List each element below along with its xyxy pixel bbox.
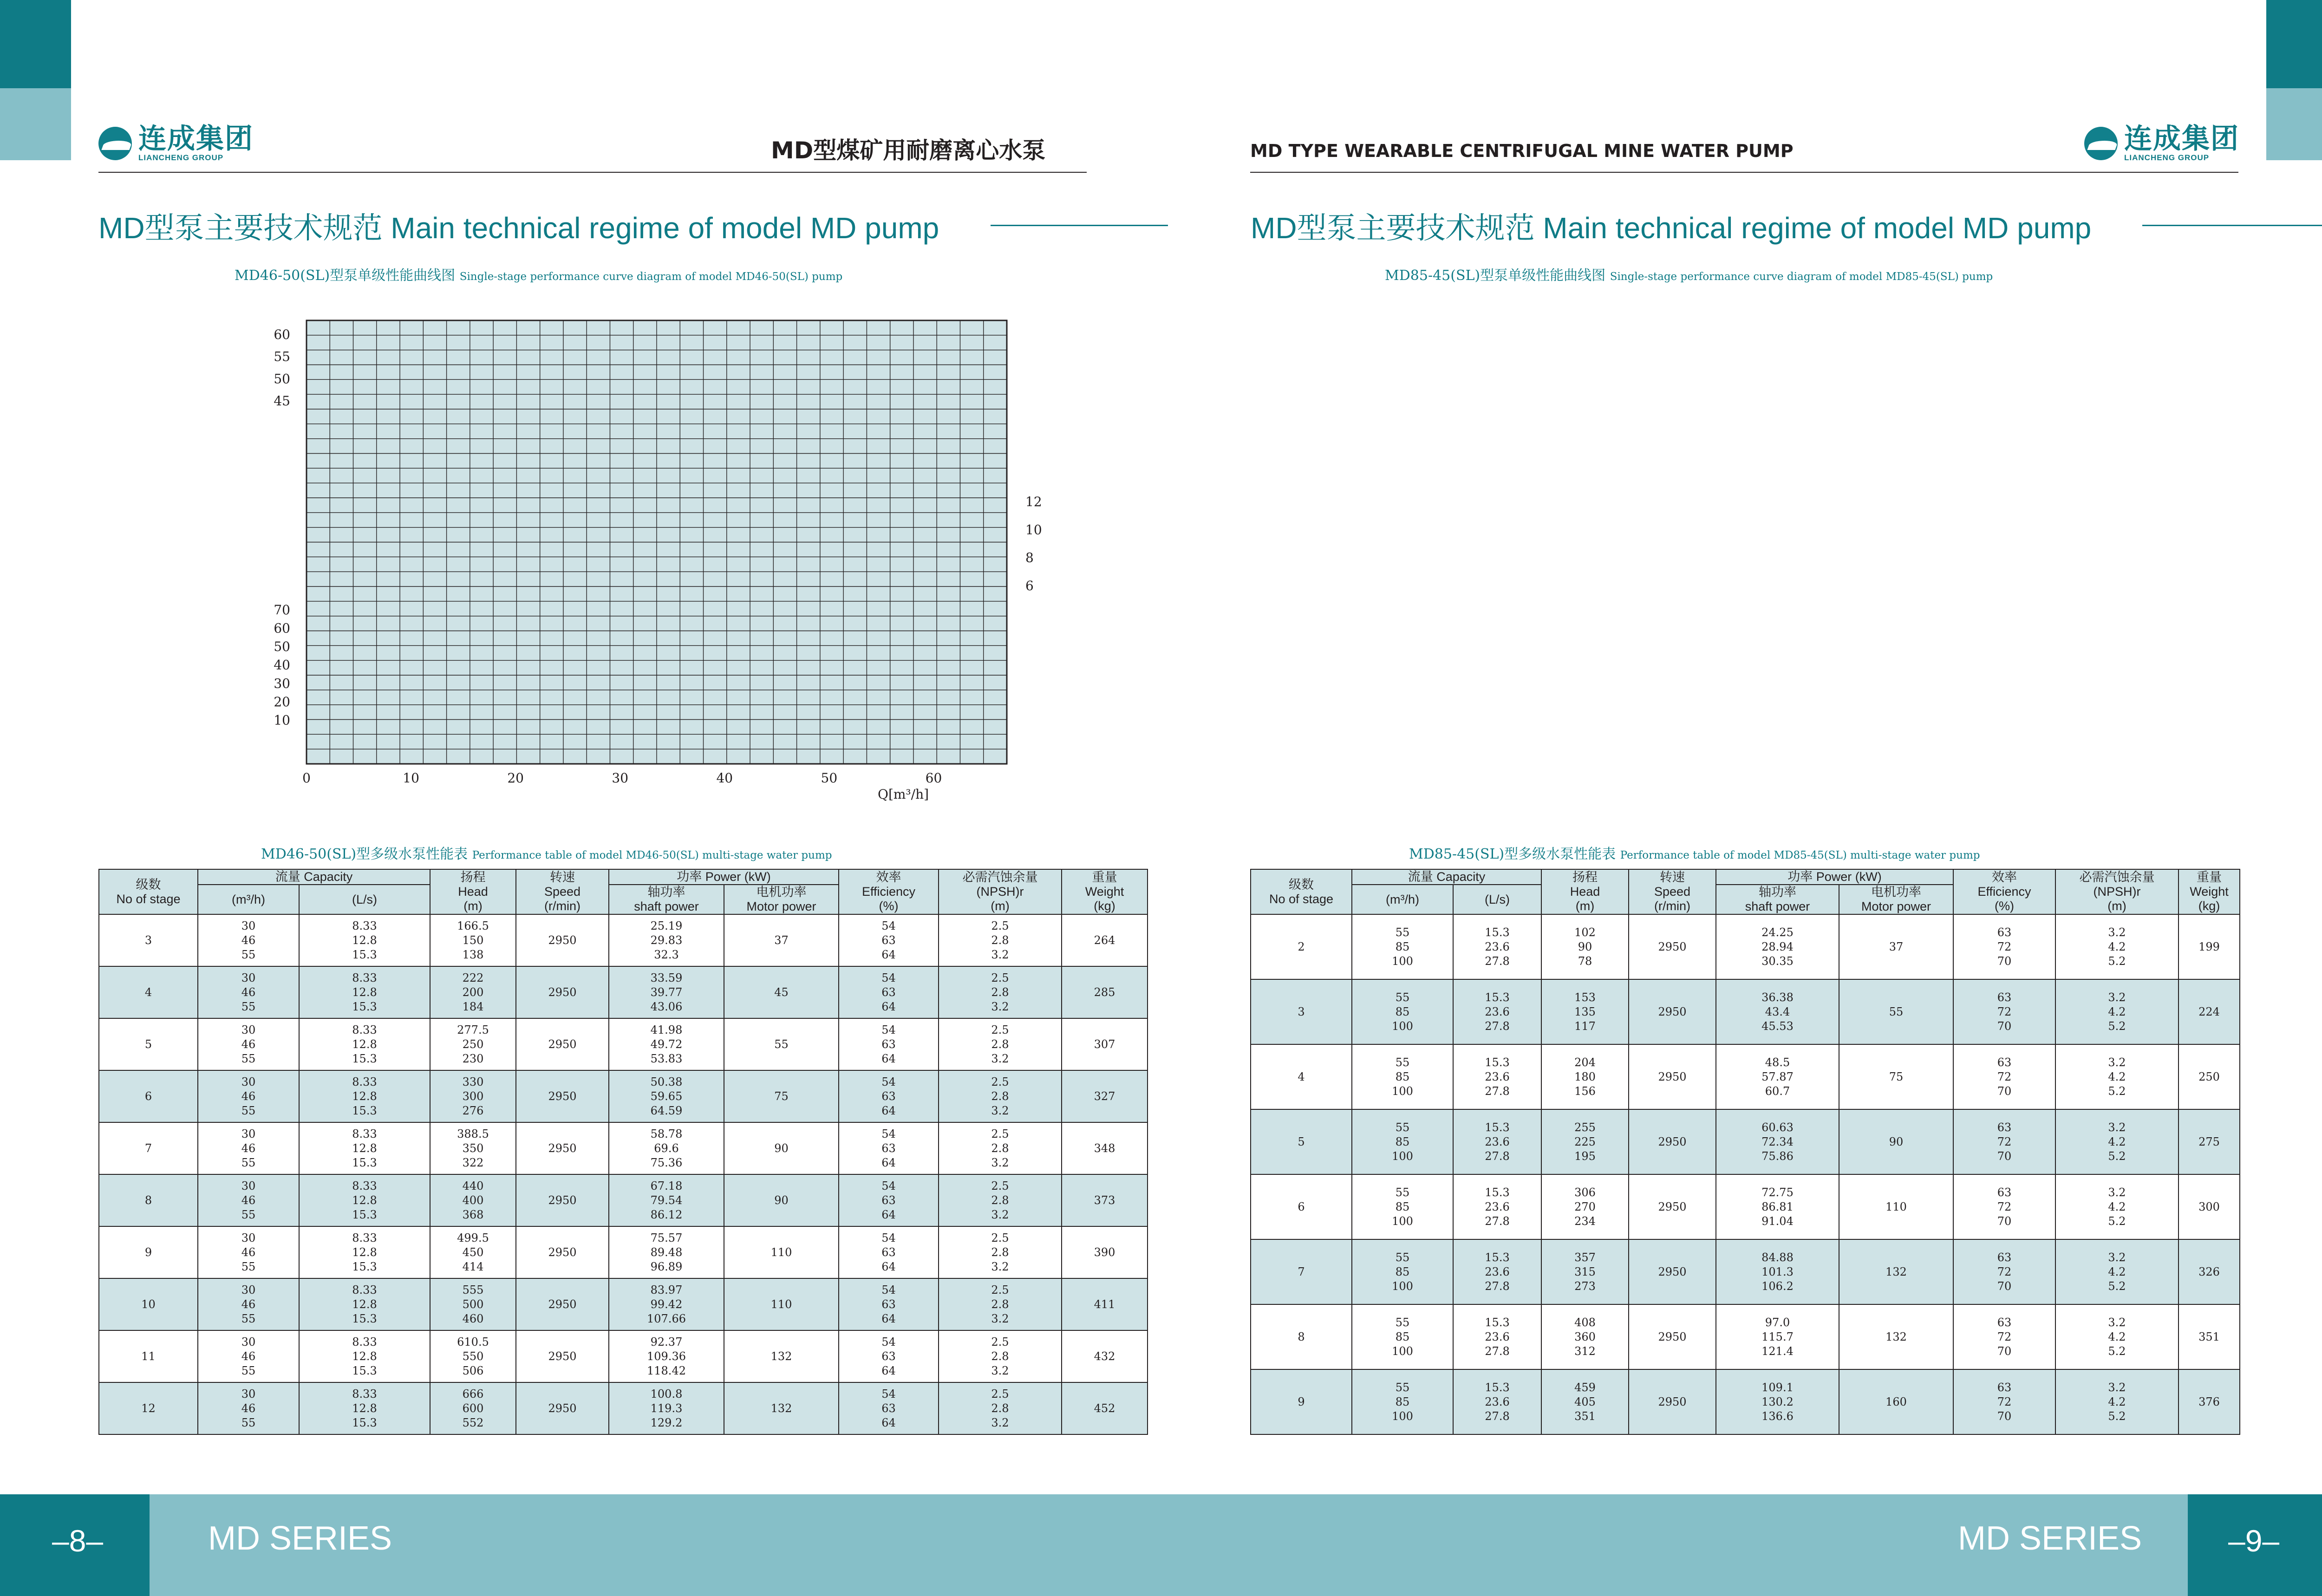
header-rule-right — [1250, 172, 2238, 173]
table-caption-cn: MD85-45(SL)型多级水泵性能表 — [1409, 846, 1616, 862]
shaft-power-cell: 83.97 99.42 107.66 — [609, 1278, 724, 1330]
capacity-ls-cell: 15.3 23.6 27.8 — [1453, 1239, 1541, 1304]
speed-cell: 2950 — [516, 1278, 609, 1330]
y2-tick-label: 10 — [1025, 522, 1042, 538]
shaft-power-cell: 67.18 79.54 86.12 — [609, 1174, 724, 1226]
weight-cell: 199 — [2179, 914, 2240, 979]
weight-cell: 285 — [1062, 966, 1148, 1018]
npsh-cell: 3.2 4.2 5.2 — [2055, 979, 2179, 1044]
header-capacity: 流量 Capacity — [1352, 869, 1541, 885]
head-cell: 277.5 250 230 — [430, 1018, 516, 1070]
stage-cell: 6 — [1251, 1174, 1352, 1239]
capacity-ls-cell: 15.3 23.6 27.8 — [1453, 1369, 1541, 1434]
capacity-m3h-cell: 30 46 55 — [198, 1122, 299, 1174]
capacity-m3h-cell: 55 85 100 — [1352, 1369, 1453, 1434]
capacity-m3h-cell: 55 85 100 — [1352, 1109, 1453, 1174]
head-cell: 255 225 195 — [1541, 1109, 1629, 1174]
weight-cell: 326 — [2179, 1239, 2240, 1304]
corner-block-top-left-light — [0, 88, 71, 160]
shaft-power-cell: 41.98 49.72 53.83 — [609, 1018, 724, 1070]
stage-cell: 2 — [1251, 914, 1352, 979]
efficiency-cell: 63 72 70 — [1953, 1109, 2055, 1174]
shaft-power-cell: 50.38 59.65 64.59 — [609, 1070, 724, 1122]
header-shaft-power: 轴功率 shaft power — [1716, 885, 1839, 914]
y-tick-label: 50 — [274, 639, 290, 655]
speed-cell: 2950 — [1629, 979, 1716, 1044]
performance-table-left — [98, 869, 1148, 1435]
speed-cell: 2950 — [516, 1174, 609, 1226]
capacity-ls-cell: 8.33 12.8 15.3 — [299, 914, 430, 966]
weight-cell: 373 — [1062, 1174, 1148, 1226]
capacity-m3h-cell: 30 46 55 — [198, 1174, 299, 1226]
efficiency-cell: 54 63 64 — [839, 1018, 939, 1070]
table-caption-en: Performance table of model MD46-50(SL) multi-stage water pump — [472, 849, 832, 861]
efficiency-cell: 54 63 64 — [839, 1070, 939, 1122]
speed-cell: 2950 — [516, 914, 609, 966]
shaft-power-cell: 24.25 28.94 30.35 — [1716, 914, 1839, 979]
head-cell: 459 405 351 — [1541, 1369, 1629, 1434]
chart-caption-cn: MD85-45(SL)型泵单级性能曲线图 — [1385, 267, 1606, 284]
npsh-cell: 2.5 2.8 3.2 — [939, 1330, 1062, 1382]
capacity-ls-cell: 8.33 12.8 15.3 — [299, 1122, 430, 1174]
stage-cell: 4 — [99, 966, 198, 1018]
header-npsh: 必需汽蚀余量 (NPSH)r (m) — [2055, 869, 2179, 914]
shaft-power-cell: 92.37 109.36 118.42 — [609, 1330, 724, 1382]
speed-cell: 2950 — [1629, 1239, 1716, 1304]
capacity-m3h-cell: 30 46 55 — [198, 914, 299, 966]
performance-table-right — [1250, 869, 2240, 1435]
header-motor-power: 电机功率 Motor power — [1839, 885, 1953, 914]
speed-cell: 2950 — [1629, 1304, 1716, 1369]
table-row — [99, 1122, 1148, 1174]
speed-cell: 2950 — [1629, 1044, 1716, 1109]
motor-power-cell: 45 — [724, 966, 839, 1018]
shaft-power-cell: 75.57 89.48 96.89 — [609, 1226, 724, 1278]
header-head: 扬程 Head (m) — [430, 869, 516, 914]
header-cap-m3h: (m³/h) — [198, 885, 299, 914]
stage-cell: 11 — [99, 1330, 198, 1382]
efficiency-cell: 63 72 70 — [1953, 1174, 2055, 1239]
weight-cell: 224 — [2179, 979, 2240, 1044]
motor-power-cell: 37 — [724, 914, 839, 966]
page-number-right: –9– — [2228, 1524, 2280, 1558]
motor-power-cell: 75 — [1839, 1044, 1953, 1109]
chart-caption-left — [235, 264, 842, 284]
npsh-cell: 2.5 2.8 3.2 — [939, 1382, 1062, 1434]
capacity-m3h-cell: 30 46 55 — [198, 1226, 299, 1278]
capacity-m3h-cell: 30 46 55 — [198, 1330, 299, 1382]
weight-cell: 275 — [2179, 1109, 2240, 1174]
y-tick-label: 45 — [274, 393, 290, 409]
capacity-m3h-cell: 55 85 100 — [1352, 1304, 1453, 1369]
speed-cell: 2950 — [1629, 1369, 1716, 1434]
motor-power-cell: 132 — [1839, 1304, 1953, 1369]
header-title-left: MD型煤矿用耐磨离心水泵 — [771, 137, 1046, 164]
motor-power-cell: 110 — [1839, 1174, 1953, 1239]
table-row — [99, 1330, 1148, 1382]
x-tick-label: 30 — [612, 770, 629, 786]
npsh-cell: 3.2 4.2 5.2 — [2055, 1239, 2179, 1304]
motor-power-cell: 75 — [724, 1070, 839, 1122]
table-row — [1251, 1044, 2240, 1109]
motor-power-cell: 90 — [1839, 1109, 1953, 1174]
stage-cell: 7 — [99, 1122, 198, 1174]
head-cell: 222 200 184 — [430, 966, 516, 1018]
chart-caption-right — [1385, 264, 1993, 284]
speed-cell: 2950 — [516, 1122, 609, 1174]
table-row — [1251, 1174, 2240, 1239]
y2-tick-label: 6 — [1025, 578, 1034, 593]
x-tick-label: 10 — [403, 770, 419, 786]
efficiency-cell: 54 63 64 — [839, 966, 939, 1018]
header-power: 功率 Power (kW) — [1716, 869, 1953, 885]
logo-mark-icon — [2084, 127, 2118, 160]
capacity-m3h-cell: 30 46 55 — [198, 1278, 299, 1330]
motor-power-cell: 132 — [724, 1382, 839, 1434]
weight-cell: 300 — [2179, 1174, 2240, 1239]
section-title-right: MD型泵主要技术规范 Main technical regime of model MD pump — [1251, 211, 2092, 245]
head-cell: 440 400 368 — [430, 1174, 516, 1226]
chart-caption-en: Single-stage performance curve diagram of model MD46-50(SL) pump — [459, 271, 843, 283]
logo-mark-icon — [98, 127, 132, 160]
stage-cell: 9 — [1251, 1369, 1352, 1434]
efficiency-cell: 63 72 70 — [1953, 1044, 2055, 1109]
shaft-power-cell: 60.63 72.34 75.86 — [1716, 1109, 1839, 1174]
npsh-cell: 3.2 4.2 5.2 — [2055, 914, 2179, 979]
header-stage: 级数 No of stage — [1251, 869, 1352, 914]
stage-cell: 6 — [99, 1070, 198, 1122]
npsh-cell: 2.5 2.8 3.2 — [939, 1174, 1062, 1226]
head-cell: 610.5 550 506 — [430, 1330, 516, 1382]
shaft-power-cell: 100.8 119.3 129.2 — [609, 1382, 724, 1434]
speed-cell: 2950 — [1629, 1174, 1716, 1239]
header-cap-m3h: (m³/h) — [1352, 885, 1453, 914]
head-cell: 153 135 117 — [1541, 979, 1629, 1044]
capacity-m3h-cell: 55 85 100 — [1352, 1174, 1453, 1239]
table-row — [99, 1174, 1148, 1226]
npsh-cell: 2.5 2.8 3.2 — [939, 1018, 1062, 1070]
y-tick-label: 10 — [274, 712, 290, 728]
x-axis-label: Q[m³/h] — [878, 787, 929, 802]
x-tick-label: 20 — [507, 770, 524, 786]
logo-cn-text: 连成集团 — [138, 123, 254, 155]
weight-cell: 390 — [1062, 1226, 1148, 1278]
capacity-ls-cell: 8.33 12.8 15.3 — [299, 1018, 430, 1070]
y2-tick-label: 8 — [1025, 550, 1034, 566]
x-tick-label: 0 — [302, 770, 311, 786]
shaft-power-cell: 109.1 130.2 136.6 — [1716, 1369, 1839, 1434]
capacity-m3h-cell: 55 85 100 — [1352, 914, 1453, 979]
table-row — [99, 1382, 1148, 1434]
weight-cell: 264 — [1062, 914, 1148, 966]
capacity-ls-cell: 8.33 12.8 15.3 — [299, 1070, 430, 1122]
x-tick-label: 60 — [925, 770, 942, 786]
header-rule-left — [98, 172, 1087, 173]
head-cell: 166.5 150 138 — [430, 914, 516, 966]
shaft-power-cell: 36.38 43.4 45.53 — [1716, 979, 1839, 1044]
weight-cell: 351 — [2179, 1304, 2240, 1369]
head-cell: 408 360 312 — [1541, 1304, 1629, 1369]
capacity-ls-cell: 15.3 23.6 27.8 — [1453, 1304, 1541, 1369]
stage-cell: 4 — [1251, 1044, 1352, 1109]
table-caption-cn: MD46-50(SL)型多级水泵性能表 — [261, 846, 468, 862]
npsh-cell: 3.2 4.2 5.2 — [2055, 1304, 2179, 1369]
header-power: 功率 Power (kW) — [609, 869, 839, 885]
shaft-power-cell: 97.0 115.7 121.4 — [1716, 1304, 1839, 1369]
head-cell: 666 600 552 — [430, 1382, 516, 1434]
table-row — [1251, 1239, 2240, 1304]
head-cell: 102 90 78 — [1541, 914, 1629, 979]
capacity-m3h-cell: 55 85 100 — [1352, 979, 1453, 1044]
header-weight: 重量 Weight (kg) — [2179, 869, 2240, 914]
header-cap-ls: (L/s) — [1453, 885, 1541, 914]
efficiency-cell: 63 72 70 — [1953, 914, 2055, 979]
capacity-ls-cell: 15.3 23.6 27.8 — [1453, 1109, 1541, 1174]
y-tick-label: 50 — [274, 371, 290, 387]
stage-cell: 5 — [1251, 1109, 1352, 1174]
capacity-ls-cell: 8.33 12.8 15.3 — [299, 1382, 430, 1434]
motor-power-cell: 110 — [724, 1278, 839, 1330]
npsh-cell: 2.5 2.8 3.2 — [939, 1226, 1062, 1278]
head-cell: 388.5 350 322 — [430, 1122, 516, 1174]
capacity-m3h-cell: 30 46 55 — [198, 1070, 299, 1122]
speed-cell: 2950 — [1629, 914, 1716, 979]
page-number-left: –8– — [52, 1524, 104, 1558]
motor-power-cell: 55 — [1839, 979, 1953, 1044]
header-motor-power: 电机功率 Motor power — [724, 885, 839, 914]
series-label-left: MD SERIES — [208, 1520, 392, 1557]
efficiency-cell: 54 63 64 — [839, 1382, 939, 1434]
motor-power-cell: 132 — [1839, 1239, 1953, 1304]
speed-cell: 2950 — [516, 1018, 609, 1070]
shaft-power-cell: 72.75 86.81 91.04 — [1716, 1174, 1839, 1239]
corner-block-top-right-dark — [2266, 0, 2322, 88]
table-row — [1251, 1369, 2240, 1434]
performance-chart-right — [1375, 306, 2192, 822]
shaft-power-cell: 25.19 29.83 32.3 — [609, 914, 724, 966]
speed-cell: 2950 — [1629, 1109, 1716, 1174]
header-weight: 重量 Weight (kg) — [1062, 869, 1148, 914]
motor-power-cell: 110 — [724, 1226, 839, 1278]
weight-cell: 432 — [1062, 1330, 1148, 1382]
table-row — [1251, 1109, 2240, 1174]
npsh-cell: 2.5 2.8 3.2 — [939, 1122, 1062, 1174]
logo-en-text: LIANCHENG GROUP — [2124, 153, 2210, 162]
chart-caption-cn: MD46-50(SL)型泵单级性能曲线图 — [235, 267, 456, 284]
header-stage: 级数 No of stage — [99, 869, 198, 914]
efficiency-cell: 54 63 64 — [839, 1174, 939, 1226]
efficiency-cell: 54 63 64 — [839, 1330, 939, 1382]
table-row — [99, 1018, 1148, 1070]
stage-cell: 5 — [99, 1018, 198, 1070]
table-row — [1251, 914, 2240, 979]
table-row — [99, 914, 1148, 966]
motor-power-cell: 90 — [724, 1122, 839, 1174]
npsh-cell: 3.2 4.2 5.2 — [2055, 1369, 2179, 1434]
series-label-right: MD SERIES — [1958, 1520, 2142, 1557]
npsh-cell: 2.5 2.8 3.2 — [939, 966, 1062, 1018]
y-tick-label: 70 — [274, 602, 290, 618]
corner-block-top-right-light — [2266, 88, 2322, 160]
header-shaft-power: 轴功率 shaft power — [609, 885, 724, 914]
head-cell: 306 270 234 — [1541, 1174, 1629, 1239]
y-tick-label: 30 — [274, 676, 290, 691]
npsh-cell: 3.2 4.2 5.2 — [2055, 1044, 2179, 1109]
y-tick-label: 20 — [274, 694, 290, 710]
capacity-ls-cell: 15.3 23.6 27.8 — [1453, 1044, 1541, 1109]
capacity-m3h-cell: 30 46 55 — [198, 966, 299, 1018]
weight-cell: 411 — [1062, 1278, 1148, 1330]
y-tick-label: 40 — [274, 657, 290, 673]
weight-cell: 348 — [1062, 1122, 1148, 1174]
table-caption-right — [1409, 842, 1980, 863]
speed-cell: 2950 — [516, 966, 609, 1018]
weight-cell: 452 — [1062, 1382, 1148, 1434]
head-cell: 204 180 156 — [1541, 1044, 1629, 1109]
y-tick-label: 60 — [274, 327, 290, 342]
stage-cell: 9 — [99, 1226, 198, 1278]
weight-cell: 327 — [1062, 1070, 1148, 1122]
shaft-power-cell: 58.78 69.6 75.36 — [609, 1122, 724, 1174]
x-tick-label: 40 — [716, 770, 733, 786]
performance-chart-left — [204, 306, 1042, 813]
head-cell: 499.5 450 414 — [430, 1226, 516, 1278]
stage-cell: 12 — [99, 1382, 198, 1434]
capacity-m3h-cell: 30 46 55 — [198, 1382, 299, 1434]
x-tick-label: 50 — [821, 770, 838, 786]
capacity-ls-cell: 8.33 12.8 15.3 — [299, 1278, 430, 1330]
npsh-cell: 2.5 2.8 3.2 — [939, 1070, 1062, 1122]
stage-cell: 8 — [99, 1174, 198, 1226]
motor-power-cell: 160 — [1839, 1369, 1953, 1434]
capacity-ls-cell: 15.3 23.6 27.8 — [1453, 1174, 1541, 1239]
npsh-cell: 2.5 2.8 3.2 — [939, 1278, 1062, 1330]
shaft-power-cell: 48.5 57.87 60.7 — [1716, 1044, 1839, 1109]
capacity-m3h-cell: 55 85 100 — [1352, 1044, 1453, 1109]
header-speed: 转速 Speed (r/min) — [1629, 869, 1716, 914]
table-caption-en: Performance table of model MD85-45(SL) multi-stage water pump — [1620, 849, 1980, 861]
efficiency-cell: 54 63 64 — [839, 1278, 939, 1330]
header-speed: 转速 Speed (r/min) — [516, 869, 609, 914]
capacity-ls-cell: 8.33 12.8 15.3 — [299, 1174, 430, 1226]
stage-cell: 3 — [1251, 979, 1352, 1044]
header-efficiency: 效率 Efficiency (%) — [1953, 869, 2055, 914]
head-cell: 330 300 276 — [430, 1070, 516, 1122]
stage-cell: 7 — [1251, 1239, 1352, 1304]
capacity-ls-cell: 8.33 12.8 15.3 — [299, 1226, 430, 1278]
section-title-left: MD型泵主要技术规范 Main technical regime of model MD pump — [98, 211, 939, 245]
header-cap-ls: (L/s) — [299, 885, 430, 914]
header-npsh: 必需汽蚀余量 (NPSH)r (m) — [939, 869, 1062, 914]
weight-cell: 376 — [2179, 1369, 2240, 1434]
table-row — [1251, 979, 2240, 1044]
motor-power-cell: 37 — [1839, 914, 1953, 979]
weight-cell: 250 — [2179, 1044, 2240, 1109]
speed-cell: 2950 — [516, 1382, 609, 1434]
efficiency-cell: 63 72 70 — [1953, 1239, 2055, 1304]
efficiency-cell: 54 63 64 — [839, 1122, 939, 1174]
speed-cell: 2950 — [516, 1330, 609, 1382]
chart-caption-en: Single-stage performance curve diagram of model MD85-45(SL) pump — [1610, 271, 1993, 283]
logo-left — [98, 124, 254, 163]
efficiency-cell: 63 72 70 — [1953, 1304, 2055, 1369]
capacity-ls-cell: 15.3 23.6 27.8 — [1453, 979, 1541, 1044]
section-title-line-right — [2142, 225, 2322, 226]
logo-en-text: LIANCHENG GROUP — [138, 153, 224, 162]
efficiency-cell: 54 63 64 — [839, 914, 939, 966]
section-title-line-left — [991, 225, 1168, 226]
y-tick-label: 60 — [274, 620, 290, 636]
capacity-m3h-cell: 55 85 100 — [1352, 1239, 1453, 1304]
npsh-cell: 3.2 4.2 5.2 — [2055, 1109, 2179, 1174]
efficiency-cell: 63 72 70 — [1953, 1369, 2055, 1434]
logo-right — [2084, 124, 2239, 163]
table-row — [1251, 1304, 2240, 1369]
efficiency-cell: 63 72 70 — [1953, 979, 2055, 1044]
efficiency-cell: 54 63 64 — [839, 1226, 939, 1278]
table-row — [99, 1278, 1148, 1330]
stage-cell: 3 — [99, 914, 198, 966]
weight-cell: 307 — [1062, 1018, 1148, 1070]
capacity-ls-cell: 8.33 12.8 15.3 — [299, 1330, 430, 1382]
header-capacity: 流量 Capacity — [198, 869, 430, 885]
head-cell: 357 315 273 — [1541, 1239, 1629, 1304]
motor-power-cell: 55 — [724, 1018, 839, 1070]
shaft-power-cell: 84.88 101.3 106.2 — [1716, 1239, 1839, 1304]
speed-cell: 2950 — [516, 1226, 609, 1278]
capacity-m3h-cell: 30 46 55 — [198, 1018, 299, 1070]
y-tick-label: 55 — [274, 349, 290, 365]
head-cell: 555 500 460 — [430, 1278, 516, 1330]
logo-cn-text: 连成集团 — [2124, 123, 2239, 155]
table-row — [99, 1070, 1148, 1122]
shaft-power-cell: 33.59 39.77 43.06 — [609, 966, 724, 1018]
motor-power-cell: 132 — [724, 1330, 839, 1382]
table-row — [99, 1226, 1148, 1278]
header-head: 扬程 Head (m) — [1541, 869, 1629, 914]
corner-block-top-left-dark — [0, 0, 71, 88]
y2-tick-label: 12 — [1025, 494, 1042, 509]
capacity-ls-cell: 8.33 12.8 15.3 — [299, 966, 430, 1018]
capacity-ls-cell: 15.3 23.6 27.8 — [1453, 914, 1541, 979]
npsh-cell: 2.5 2.8 3.2 — [939, 914, 1062, 966]
header-efficiency: 效率 Efficiency (%) — [839, 869, 939, 914]
table-caption-left — [261, 842, 832, 863]
stage-cell: 10 — [99, 1278, 198, 1330]
stage-cell: 8 — [1251, 1304, 1352, 1369]
header-title-right: MD TYPE WEARABLE CENTRIFUGAL MINE WATER PUMP — [1250, 141, 1794, 161]
motor-power-cell: 90 — [724, 1174, 839, 1226]
table-row — [99, 966, 1148, 1018]
speed-cell: 2950 — [516, 1070, 609, 1122]
npsh-cell: 3.2 4.2 5.2 — [2055, 1174, 2179, 1239]
